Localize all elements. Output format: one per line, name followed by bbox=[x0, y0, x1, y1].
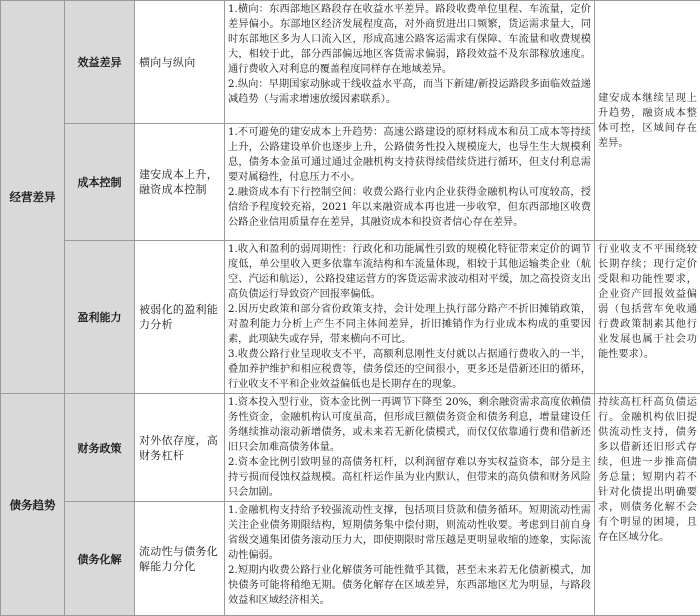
row-feature: 被弱化的盈利能力分析 bbox=[135, 241, 225, 394]
row-title: 盈利能力 bbox=[65, 241, 135, 394]
paragraph: 1.不可避免的建安成本上升趋势：高速公路建设的原材料成本和员工成本等持续上升，公路建设单价也逐步上升，公路债务性投入规模庞大，也导生生大规模利息，债务本金虽可通过通过金融机构支持获得续借续贷进行循环，但支付利息需要对属稳性，付息压力不小。 bbox=[228, 125, 591, 185]
row-feature: 流动性与债务化解能力分化 bbox=[135, 502, 225, 616]
row-description bbox=[225, 394, 595, 502]
row-description bbox=[225, 241, 595, 394]
paragraph: 1.横向：东西部地区路段存在收益水平差异。路段收费单位里程、车流量，定价差异偏小。东部地区经济发展程度高，对外商贸进出口频繁，货运需求量大，同时东部地区多为人口流入区，形成高速公路客运需求有保障、车流量和收费规模大，相较于此，部分西部偏远地区客货需求偏弱，路段效益不及东部稼放速度。通行费收入对利息的覆盖程度同样存在地域差异。 bbox=[228, 2, 591, 77]
paragraph: 2.短期内收费公路行业化解债务可能性微乎其微，甚至未来若无化债新模式，加快债务可能将稍绝无期。债务化解存在区域差异，东西部地区尤为明显，与路段效益和区域经济相关。 bbox=[228, 563, 591, 608]
row-description bbox=[225, 1, 595, 124]
row-title: 财务政策 bbox=[65, 394, 135, 502]
paragraph: 2.融资成本有下行控制空间：收费公路行业内企业获得金融机构认可度较高，授信给予程度较充裕，2021 年以来融资成本再也进一步收窄，但东西部地区收费公路企业信用质量存在差异，其融资成本和投资者信心存在差异。 bbox=[228, 185, 591, 230]
row-feature: 横向与纵向 bbox=[135, 1, 225, 124]
category-operating-diff: 经营差异 bbox=[1, 1, 65, 394]
paragraph: 2.因历史政策和部分省份政策支持，会计处理上执行部分路产不折旧摊销政策，对盈利能力分析上产生不同主体间差异，折旧摊销作为行业成本构成的重要因素，此项缺失或存异，带来横向不可比。 bbox=[228, 302, 591, 347]
category-debt-trend: 债务趋势 bbox=[1, 394, 65, 616]
paragraph: 3.收费公路行业呈现收支不平，高额利息刚性支付就以占据通行费收入的一半，叠加养护维护和相应税费等，债务偿还的空间很小，更多还是借新还旧的循环，行业收支不平和企业效益偏低也是长期存在的现象。 bbox=[228, 347, 591, 392]
row-description bbox=[225, 502, 595, 616]
row-title: 成本控制 bbox=[65, 124, 135, 241]
table-row bbox=[1, 394, 700, 502]
paragraph: 2.纵向：早期国家动脉或干线收益水平高，而当下新建/新投运路段多面临效益递减趋势（与需求增速放缓因素联系）。 bbox=[228, 77, 591, 107]
table-row bbox=[1, 241, 700, 394]
table-row bbox=[1, 1, 700, 124]
row-conclusion: 建安成本继续呈现上升趋势，融资成本整体可控，区域间存在差异。 bbox=[595, 1, 700, 241]
row-title: 效益差异 bbox=[65, 1, 135, 124]
row-conclusion: 行业收支不平围绕较长期存续；现行定价受限和功能性要求，企业资产回报效益偏弱（包括营车免收通行费政策制素其他行业发展也属于社会功能性要求）。 bbox=[595, 241, 700, 394]
paragraph: 1.资本投入型行业，资本金比例一再调节下降至 20%，剩余融资需求高度依赖债务性资金，金融机构认可度虽高，但形成巨额债务资金和债务利息，增量建设任务继续推动滚动新增债务，或未来若无新化债模式，而仅仅依靠通行费和借新还旧只会加难高债务体量。 bbox=[228, 395, 591, 455]
paragraph: 2.资本金比例引致明显的高债务杠杆，以利润留存难以夯实权益资本，部分是主持亏损而侵蚀权益规模。高杠杆运作虽为业内默认，但带来的高负债和财务风险只会加剧。 bbox=[228, 455, 591, 500]
row-feature: 建安成本上升，融资成本控制 bbox=[135, 124, 225, 241]
paragraph: 1.收入和盈利的弱周期性：行政化和功能属性引致的规模化特征带来定价的调节度低，单公里收入更多依靠车流结构和车流量体现，相较于其他运输类企业（航空、汽运和航运），公路投建运营方的客货运需求波动相对平缓，加之高投资支出高负债运行导致资产回报率偏低。 bbox=[228, 242, 591, 302]
row-feature: 对外依存度，高财务杠杆 bbox=[135, 394, 225, 502]
row-title: 债务化解 bbox=[65, 502, 135, 616]
paragraph: 1.金融机构支持给予较强流动性支撑，包括项目贷款和债务循环。短期流动性需关注企业债务期限结构，短期债务集中偿付期，则流动性收要。考虑到目前自身省级交通集团债务滚动压力大，即使期限时常压越是更明显收缩的迹象，实际流动性偏弱。 bbox=[228, 503, 591, 563]
row-description bbox=[225, 124, 595, 241]
row-conclusion: 持续高杠杆高负债运行。金融机构依旧提供流动性支持，债务多以借新还旧形式存续，但进一步推高债务总量；短期内若不针对化债提出明确要求，则债务化解不会有个明显的困境，且存在区域分化。 bbox=[595, 394, 700, 616]
